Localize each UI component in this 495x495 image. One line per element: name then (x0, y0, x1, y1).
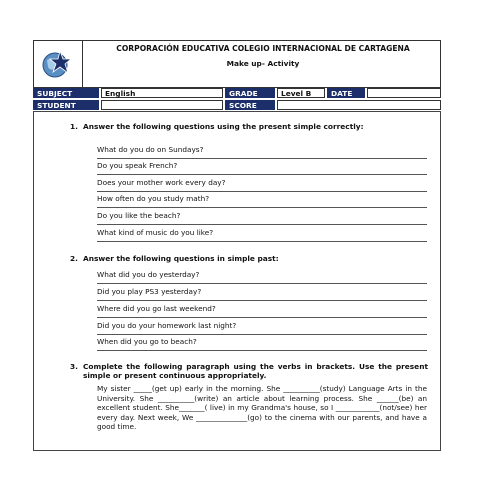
date-label: DATE (327, 88, 365, 98)
list-item: Does your mother work every day? (97, 178, 226, 187)
info-grid (33, 88, 441, 112)
grade-field[interactable]: Level B (277, 88, 325, 98)
section-number: 2. (70, 254, 78, 263)
answer-line[interactable] (97, 350, 427, 351)
section-number: 1. (70, 122, 78, 131)
section-1-instruction (70, 122, 428, 131)
answer-line[interactable] (97, 241, 427, 242)
list-item: Where did you go last weekend? (97, 304, 216, 313)
answer-line[interactable] (97, 300, 427, 301)
header-block (33, 40, 441, 88)
student-label: STUDENT (33, 100, 99, 110)
date-field[interactable] (367, 88, 441, 98)
list-item: How often do you study math? (97, 194, 210, 203)
list-item: Do you speak French? (97, 161, 178, 170)
globe-star-icon (38, 47, 78, 81)
answer-line[interactable] (97, 191, 427, 192)
grade-label: GRADE (225, 88, 275, 98)
score-field[interactable] (277, 100, 441, 110)
section-text: Answer the following questions using the present simple correctly: (83, 122, 364, 131)
section-text: Complete the following paragraph using the verbs in brackets. Use the present simple or present continuous appropriately. (83, 362, 428, 381)
subject-label: SUBJECT (33, 88, 99, 98)
list-item: Did you do your homework last night? (97, 321, 237, 330)
activity-title: Make up- Activity (226, 58, 300, 68)
subject-field[interactable]: English (101, 88, 223, 98)
title-area (90, 44, 436, 68)
student-field[interactable] (101, 100, 223, 110)
answer-line[interactable] (97, 207, 427, 208)
answer-line[interactable] (97, 317, 427, 318)
fill-in-paragraph[interactable]: My sister _____(get up) early in the morning. She __________(study) Language Arts in the University. She __________(write) an article about learning process. She ______(be) an excellent student. She_______( live) in my Grandma's house, so I ____________(not/see) her every day. Next week, We ______________(go) to the cinema with our parents, and have a good time. (97, 384, 427, 432)
list-item: What do you do on Sundays? (97, 145, 204, 154)
list-item: What kind of music do you like? (97, 228, 214, 237)
institution-name: CORPORACIÓN EDUCATIVA COLEGIO INTERNACIONAL DE CARTAGENA (116, 44, 410, 53)
answer-line[interactable] (97, 283, 427, 284)
answer-line[interactable] (97, 174, 427, 175)
list-item: When did you go to beach? (97, 337, 197, 346)
section-text: Answer the following questions in simple past: (83, 254, 279, 263)
worksheet-header-area (33, 40, 441, 112)
list-item: Do you like the beach? (97, 211, 181, 220)
school-logo (34, 41, 83, 87)
list-item: Did you play PS3 yesterday? (97, 287, 202, 296)
answer-line[interactable] (97, 224, 427, 225)
section-number: 3. (70, 362, 78, 371)
answer-line[interactable] (97, 158, 427, 159)
score-label: SCORE (225, 100, 275, 110)
section-2-instruction (70, 254, 428, 263)
list-item: What did you do yesterday? (97, 270, 200, 279)
section-3-instruction (70, 362, 428, 381)
answer-line[interactable] (97, 334, 427, 335)
